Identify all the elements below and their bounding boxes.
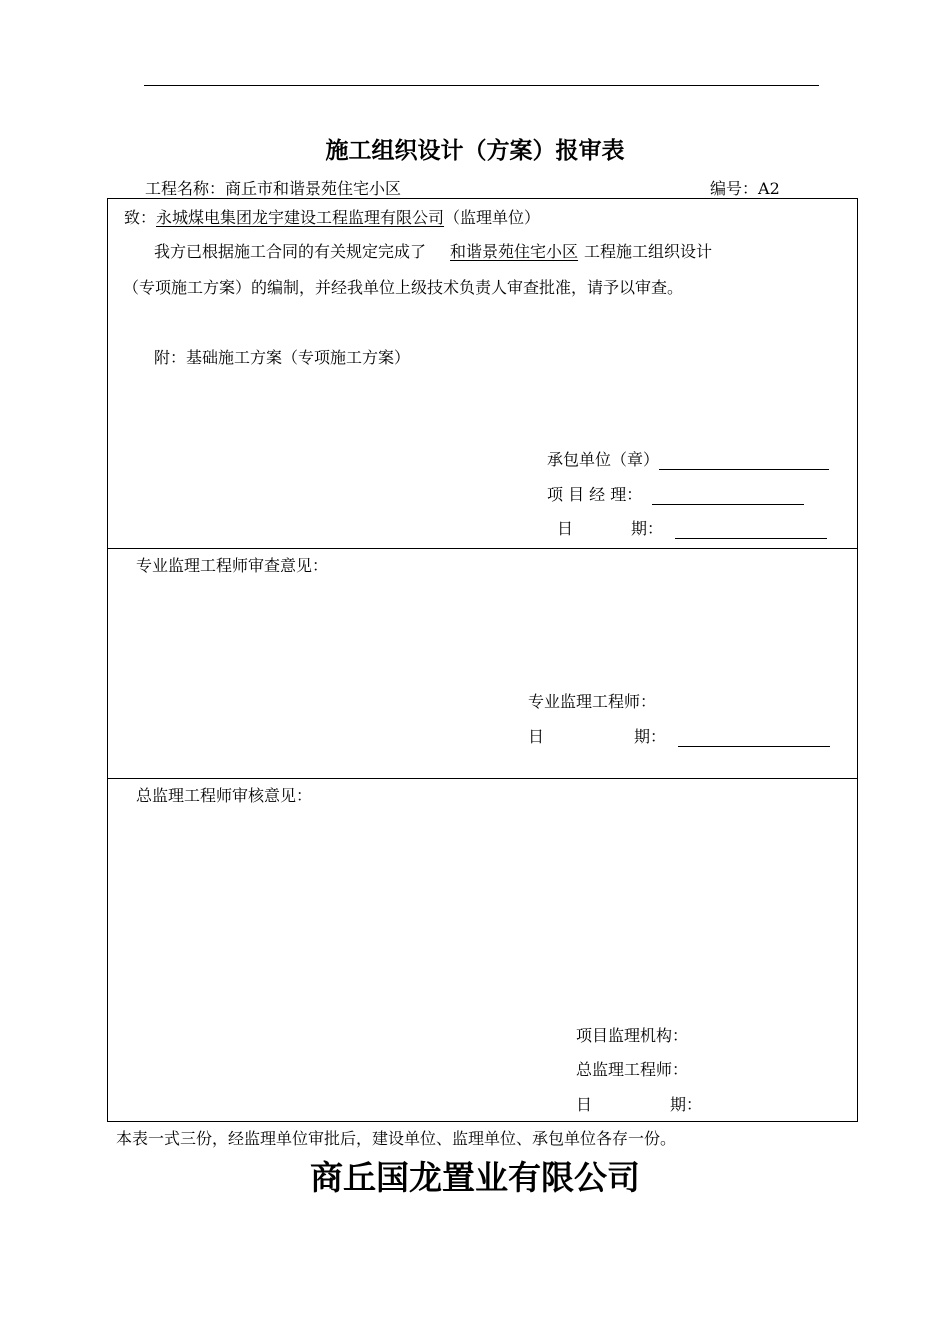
- date-label-b: 期：: [634, 727, 667, 746]
- supervisor-company: 永城煤电集团龙宇建设工程监理有限公司: [156, 208, 445, 227]
- project-label: 工程名称：: [145, 179, 226, 198]
- section-divider-1: [108, 548, 857, 549]
- manager-label: 项 目 经 理：: [547, 485, 643, 504]
- project-name-field: [145, 176, 401, 199]
- date-blank-2: [678, 728, 830, 747]
- chief-engineer-field: 总监理工程师：: [576, 1060, 689, 1079]
- statement-line-2: （专项施工方案）的编制，并经我单位上级技术负责人审查批准，请予以审查。: [123, 278, 684, 297]
- section-divider-2: [108, 778, 857, 779]
- date-field-3: [576, 1092, 702, 1115]
- number-value: A2: [758, 179, 780, 198]
- copies-note: 本表一式三份，经监理单位审批后，建设单位、监理单位、承包单位各存一份。: [116, 1129, 677, 1148]
- statement-project: 和谐景苑住宅小区: [450, 242, 579, 261]
- company-name: 商丘国龙置业有限公司: [310, 1158, 640, 1197]
- date-label-a: 日: [557, 519, 574, 538]
- addressee-line: [124, 205, 540, 228]
- review-form-table: [107, 198, 858, 1122]
- attachment-line: 附：基础施工方案（专项施工方案）: [154, 348, 411, 367]
- date-label-a: 日: [576, 1095, 593, 1114]
- engineer-signature-field: 专业监理工程师：: [528, 692, 657, 711]
- header-rule: [144, 85, 819, 86]
- project-name: 商丘市和谐景苑住宅小区: [225, 179, 402, 198]
- document-number-field: [710, 176, 780, 199]
- date-label-b: 期：: [631, 519, 664, 538]
- manager-blank: [652, 486, 804, 505]
- to-label: 致：: [124, 208, 157, 227]
- engineer-review-heading: 专业监理工程师审查意见：: [136, 556, 329, 575]
- to-suffix: （监理单位）: [444, 208, 541, 227]
- contractor-seal-field: [547, 447, 829, 470]
- date-label-b: 期：: [670, 1095, 703, 1114]
- contractor-blank: [659, 451, 829, 470]
- number-label: 编号：: [710, 179, 759, 198]
- date-field-1: [557, 516, 827, 539]
- chief-review-heading: 总监理工程师审核意见：: [136, 786, 313, 805]
- document-title: 施工组织设计（方案）报审表: [325, 138, 625, 164]
- date-field-2: [528, 724, 830, 747]
- statement-part-a: 我方已根据施工合同的有关规定完成了: [154, 242, 427, 261]
- contractor-label: 承包单位（章）: [547, 450, 660, 469]
- statement-part-b: 工程施工组织设计: [584, 242, 713, 261]
- supervision-org-field: 项目监理机构：: [576, 1026, 689, 1045]
- project-manager-field: [547, 482, 804, 505]
- submission-statement: [154, 239, 712, 262]
- date-blank-1: [675, 520, 827, 539]
- date-label-a: 日: [528, 727, 545, 746]
